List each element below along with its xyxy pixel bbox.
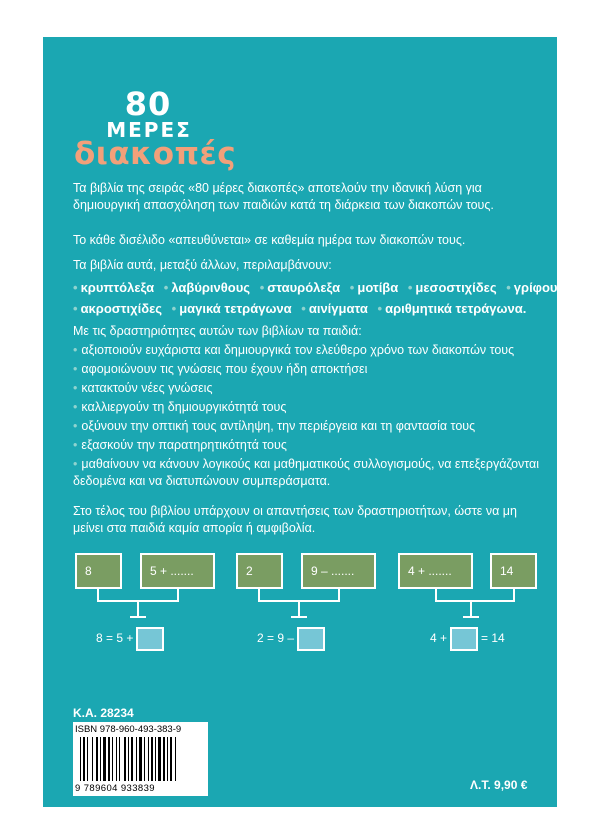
connector-line xyxy=(130,616,146,618)
keywords-line-1: • κρυπτόλεξα • λαβύρινθους • σταυρόλεξα • μοτίβα • μεσοστιχίδες • γρίφους xyxy=(73,280,565,295)
answer-box xyxy=(297,627,325,651)
activities-heading: Με τις δραστηριότητες αυτών των βιβλίων τα παιδιά: xyxy=(73,324,362,338)
equation: 2 = 9 – xyxy=(257,627,328,651)
keyword: αριθμητικά τετράγωνα. xyxy=(385,301,527,316)
benefit-item: • κατακτούν νέες γνώσεις xyxy=(73,381,213,395)
closing-paragraph: Στο τέλος του βιβλίου υπάρχουν οι απαντήσεις των δραστηριοτήτων, ώστε να μη μείνει στα παιδιά καμία απορία ή αμφιβολία. xyxy=(73,504,517,535)
connector-line xyxy=(137,600,139,617)
isbn-text: ISBN 978-960-493-383-9 xyxy=(75,724,182,735)
keyword: κρυπτόλεξα xyxy=(80,280,155,295)
benefit-item: • καλλιεργούν τη δημιουργικότητά τους xyxy=(73,400,287,414)
equation: 8 = 5 + xyxy=(96,627,167,651)
keyword: μαγικά τετράγωνα xyxy=(179,301,292,316)
connector-line xyxy=(463,616,479,618)
keyword: σταυρόλεξα xyxy=(267,280,341,295)
keyword: μοτίβα xyxy=(357,280,399,295)
benefit-item: • μαθαίνουν να κάνουν λογικούς και μαθηματικούς συλλογισμούς, να επεξεργάζονται δεδομένα και να διατυπώνουν συμπεράσματα. xyxy=(73,457,540,488)
barcode-panel xyxy=(73,722,208,796)
product-code: Κ.Α. 28234 xyxy=(73,706,134,720)
keywords-line-2: • ακροστιχίδες • μαγικά τετράγωνα • αινίγματα • αριθμητικά τετράγωνα. xyxy=(73,301,527,316)
connector-line xyxy=(435,600,515,602)
puzzle-box: 2 xyxy=(236,553,283,589)
keyword: λαβύρινθους xyxy=(171,280,251,295)
keyword: γρίφους xyxy=(513,280,565,295)
connector-line xyxy=(291,616,307,618)
puzzle-box: 8 xyxy=(75,553,122,589)
barcode-icon xyxy=(76,737,205,783)
puzzle-box: 14 xyxy=(490,553,537,589)
intro-paragraph: Τα βιβλία της σειράς «80 μέρες διακοπές» αποτελούν την ιδανική λύση για δημιουργική απασχόληση των παιδιών κατά τη διάρκεια των διακοπών τους. xyxy=(73,181,494,212)
logo-word-meres: ΜΕΡΕΣ xyxy=(106,118,192,142)
answer-box xyxy=(450,627,478,651)
benefit-item: • εξασκούν την παρατηρητικότητά τους xyxy=(73,438,287,452)
connector-line xyxy=(470,600,472,617)
price: Λ.Τ. 9,90 € xyxy=(470,778,528,792)
intro-sentence: Το κάθε δισέλιδο «απευθύνεται» σε καθεμία ημέρα των διακοπών τους. xyxy=(73,233,466,247)
equation: 4 + = 14 xyxy=(430,627,505,651)
puzzle-box: 4 + ....... xyxy=(398,553,473,589)
connector-line xyxy=(298,600,300,617)
keyword: ακροστιχίδες xyxy=(80,301,163,316)
keyword: αινίγματα xyxy=(308,301,368,316)
benefit-item: • αφομοιώνουν τις γνώσεις που έχουν ήδη αποκτήσει xyxy=(73,362,368,376)
puzzle-box: 5 + ....... xyxy=(140,553,215,589)
benefit-item: • αξιοποιούν ευχάριστα και δημιουργικά τον ελεύθερο χρόνο των διακοπών τους xyxy=(73,343,515,357)
answer-box xyxy=(136,627,164,651)
puzzle-box: 9 – ....... xyxy=(301,553,376,589)
benefit-item: • οξύνουν την οπτική τους αντίληψη, την περιέργεια και τη φαντασία τους xyxy=(73,419,476,433)
barcode-number: 9 789604 933839 xyxy=(75,783,155,794)
logo-word-diakopes: διακοπές xyxy=(74,136,237,172)
includes-heading: Τα βιβλία αυτά, μεταξύ άλλων, περιλαμβάνουν: xyxy=(73,258,332,272)
logo-number: 80 xyxy=(124,85,172,123)
keyword: μεσοστιχίδες xyxy=(415,280,497,295)
